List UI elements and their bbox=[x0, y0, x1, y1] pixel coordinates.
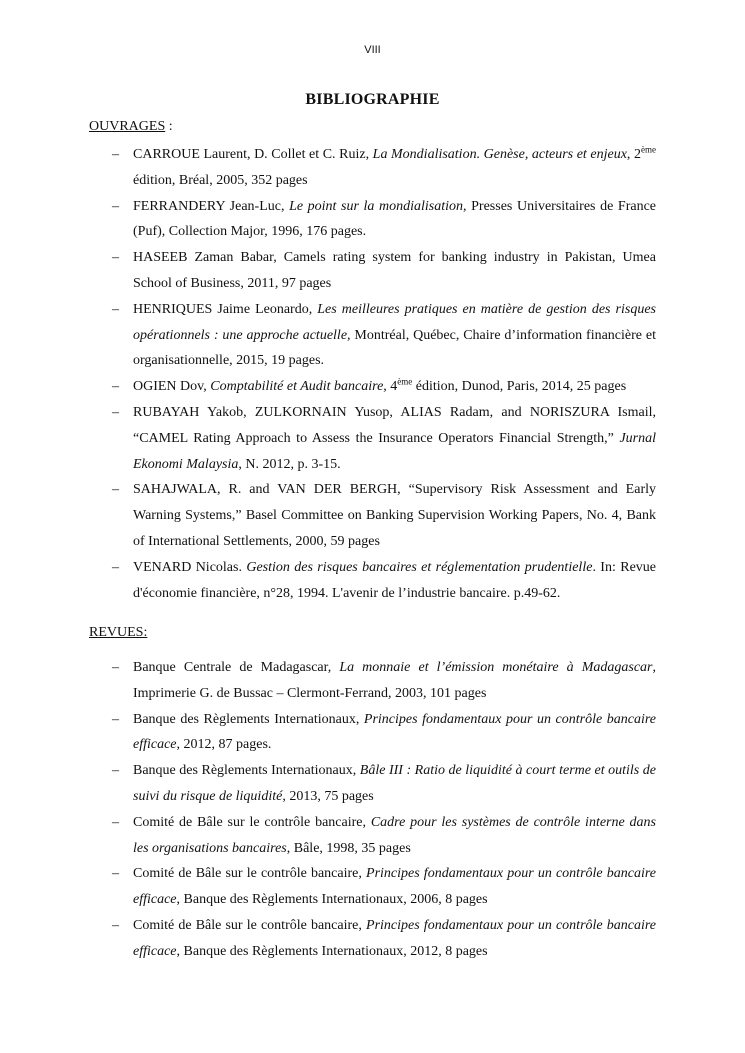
page-number: VIII bbox=[364, 44, 381, 56]
entry-title-italic: Principes fondamentaux pour un contrôle bancaire efficace bbox=[133, 711, 656, 753]
entry-text: édition, Dunod, Paris, 2014, 25 pages bbox=[412, 379, 627, 395]
entry-text: Comité de Bâle sur le contrôle bancaire, bbox=[133, 917, 367, 933]
entry-text: , 2 bbox=[626, 147, 641, 162]
entry-text: Banque Centrale de Madagascar, bbox=[133, 660, 340, 675]
entry-title-italic: La Mondialisation. Genèse, acteurs et enjeux bbox=[372, 147, 627, 162]
bibliography-entry bbox=[89, 194, 656, 246]
entry-title-italic: Le point sur la mondialisation bbox=[289, 198, 464, 214]
list-bullet-dash: – bbox=[112, 301, 119, 317]
entry-title-italic: Cadre pour les systèmes de contrôle interne dans les organisations bancaires bbox=[133, 814, 656, 856]
entry-text: , Banque des Règlements Internationaux, 2012, 8 pages bbox=[176, 943, 488, 959]
entry-superscript: ème bbox=[641, 144, 656, 155]
entry-text: , Banque des Règlements Internationaux, 2006, 8 pages bbox=[176, 892, 488, 908]
entry-text: SAHAJWALA, R. and VAN DER BERGH, “Supervisory Risk Assessment and Early Warning Systems,” Basel Committee on Banking Supervision Working Papers, No. 4, Bank of International Settlements, 2000, 59 pages bbox=[133, 482, 656, 549]
entry-title-italic: Bâle III : Ratio de liquidité à court terme et outils de suivi du risque de liquidité bbox=[133, 763, 656, 804]
entry-title-italic: Gestion des risques bancaires et réglementation prudentielle bbox=[246, 559, 593, 575]
bibliography-entry bbox=[89, 810, 656, 862]
entry-text: . In: Revue d'économie financière, n°28, 1994. L'avenir de l’industrie bancaire. p.49-62. bbox=[133, 559, 656, 601]
section-heading-revues: REVUES: bbox=[89, 625, 148, 640]
entry-text: Banque des Règlements Internationaux, bbox=[133, 711, 364, 727]
entry-text: CARROUE Laurent, D. Collet et C. Ruiz, bbox=[133, 147, 373, 162]
entry-superscript: ème bbox=[397, 376, 413, 387]
list-bullet-dash: – bbox=[112, 711, 119, 727]
list-bullet-dash: – bbox=[112, 147, 119, 162]
list-bullet-dash: – bbox=[112, 559, 119, 575]
entry-text: Montréal, Québec, Chaire d’information financière et organisationnelle, 2015, 19 pages. bbox=[133, 327, 656, 369]
list-bullet-dash: – bbox=[112, 917, 119, 933]
bibliography-entry bbox=[89, 861, 656, 913]
section-heading-ouvrages bbox=[89, 119, 173, 135]
entry-text: , 2013, 75 pages bbox=[282, 788, 374, 804]
page-title: BIBLIOGRAPHIE bbox=[305, 91, 440, 108]
entry-text: , 2012, 87 pages. bbox=[176, 737, 272, 753]
bibliography-entry bbox=[89, 707, 656, 759]
bibliography-entry bbox=[89, 477, 656, 554]
entry-title-italic: Principes fondamentaux pour un contrôle bancaire efficace bbox=[133, 917, 656, 959]
entry-title-italic: Les meilleures pratiques en matière de gestion des risques opérationnels : une approche actuelle, bbox=[133, 301, 656, 343]
bibliography-entry bbox=[89, 913, 656, 965]
bibliography-entry bbox=[89, 400, 656, 477]
entry-text: Comité de Bâle sur le contrôle bancaire, bbox=[133, 866, 367, 882]
list-bullet-dash: – bbox=[112, 814, 119, 830]
list-bullet-dash: – bbox=[112, 866, 119, 882]
entry-text: Banque des Règlements Internationaux, bbox=[133, 763, 360, 779]
list-bullet-dash: – bbox=[112, 482, 119, 498]
list-bullet-dash: – bbox=[112, 250, 119, 266]
entry-text: , 4 bbox=[383, 379, 398, 395]
revues-list bbox=[89, 655, 656, 965]
bibliography-entry bbox=[89, 374, 656, 400]
section-heading-ouvrages-colon: : bbox=[165, 119, 173, 134]
bibliography-entry bbox=[89, 142, 656, 194]
entry-text: Comité de Bâle sur le contrôle bancaire, bbox=[133, 814, 371, 830]
section-heading-ouvrages-label: OUVRAGES bbox=[89, 119, 166, 134]
entry-text: édition, Bréal, 2005, 352 pages bbox=[133, 172, 308, 188]
ouvrages-list bbox=[89, 142, 656, 606]
entry-title-italic: Comptabilité et Audit bancaire bbox=[210, 379, 384, 395]
entry-text: HASEEB Zaman Babar, Camels rating system for banking industry in Pakistan, Umea School of Business, 2011, 97 pages bbox=[133, 250, 656, 291]
entry-text: FERRANDERY Jean-Luc, bbox=[133, 198, 290, 214]
bibliography-entry bbox=[89, 297, 656, 374]
bibliography-entry bbox=[89, 655, 656, 707]
list-bullet-dash: – bbox=[112, 379, 119, 395]
bibliography-entry bbox=[89, 245, 656, 297]
entry-text: OGIEN Dov, bbox=[133, 379, 211, 395]
list-bullet-dash: – bbox=[112, 198, 119, 214]
entry-text: RUBAYAH Yakob, ZULKORNAIN Yusop, ALIAS Radam, and NORISZURA Ismail, “CAMEL Rating Approach to Assess the Insurance Operators Financial Strength,” bbox=[133, 404, 656, 446]
entry-title-italic: Jurnal Ekonomi Malaysia bbox=[133, 430, 656, 472]
entry-title-italic: La monnaie et l’émission monétaire à Madagascar bbox=[339, 660, 653, 675]
list-bullet-dash: – bbox=[112, 404, 119, 420]
entry-text: , N. 2012, p. 3-15. bbox=[238, 456, 341, 472]
bibliography-entry bbox=[89, 555, 656, 607]
list-bullet-dash: – bbox=[112, 660, 119, 675]
entry-text: HENRIQUES Jaime Leonardo, bbox=[133, 301, 318, 317]
entry-text: VENARD Nicolas. bbox=[133, 559, 247, 575]
entry-text: , Imprimerie G. de Bussac – Clermont-Ferrand, 2003, 101 pages bbox=[133, 660, 656, 701]
list-bullet-dash: – bbox=[112, 763, 119, 779]
entry-text: , Bâle, 1998, 35 pages bbox=[286, 840, 411, 856]
entry-text: , Presses Universitaires de France (Puf), Collection Major, 1996, 176 pages. bbox=[133, 198, 657, 240]
entry-title-italic: Principes fondamentaux pour un contrôle bancaire efficace bbox=[133, 866, 656, 908]
bibliography-entry bbox=[89, 758, 656, 810]
